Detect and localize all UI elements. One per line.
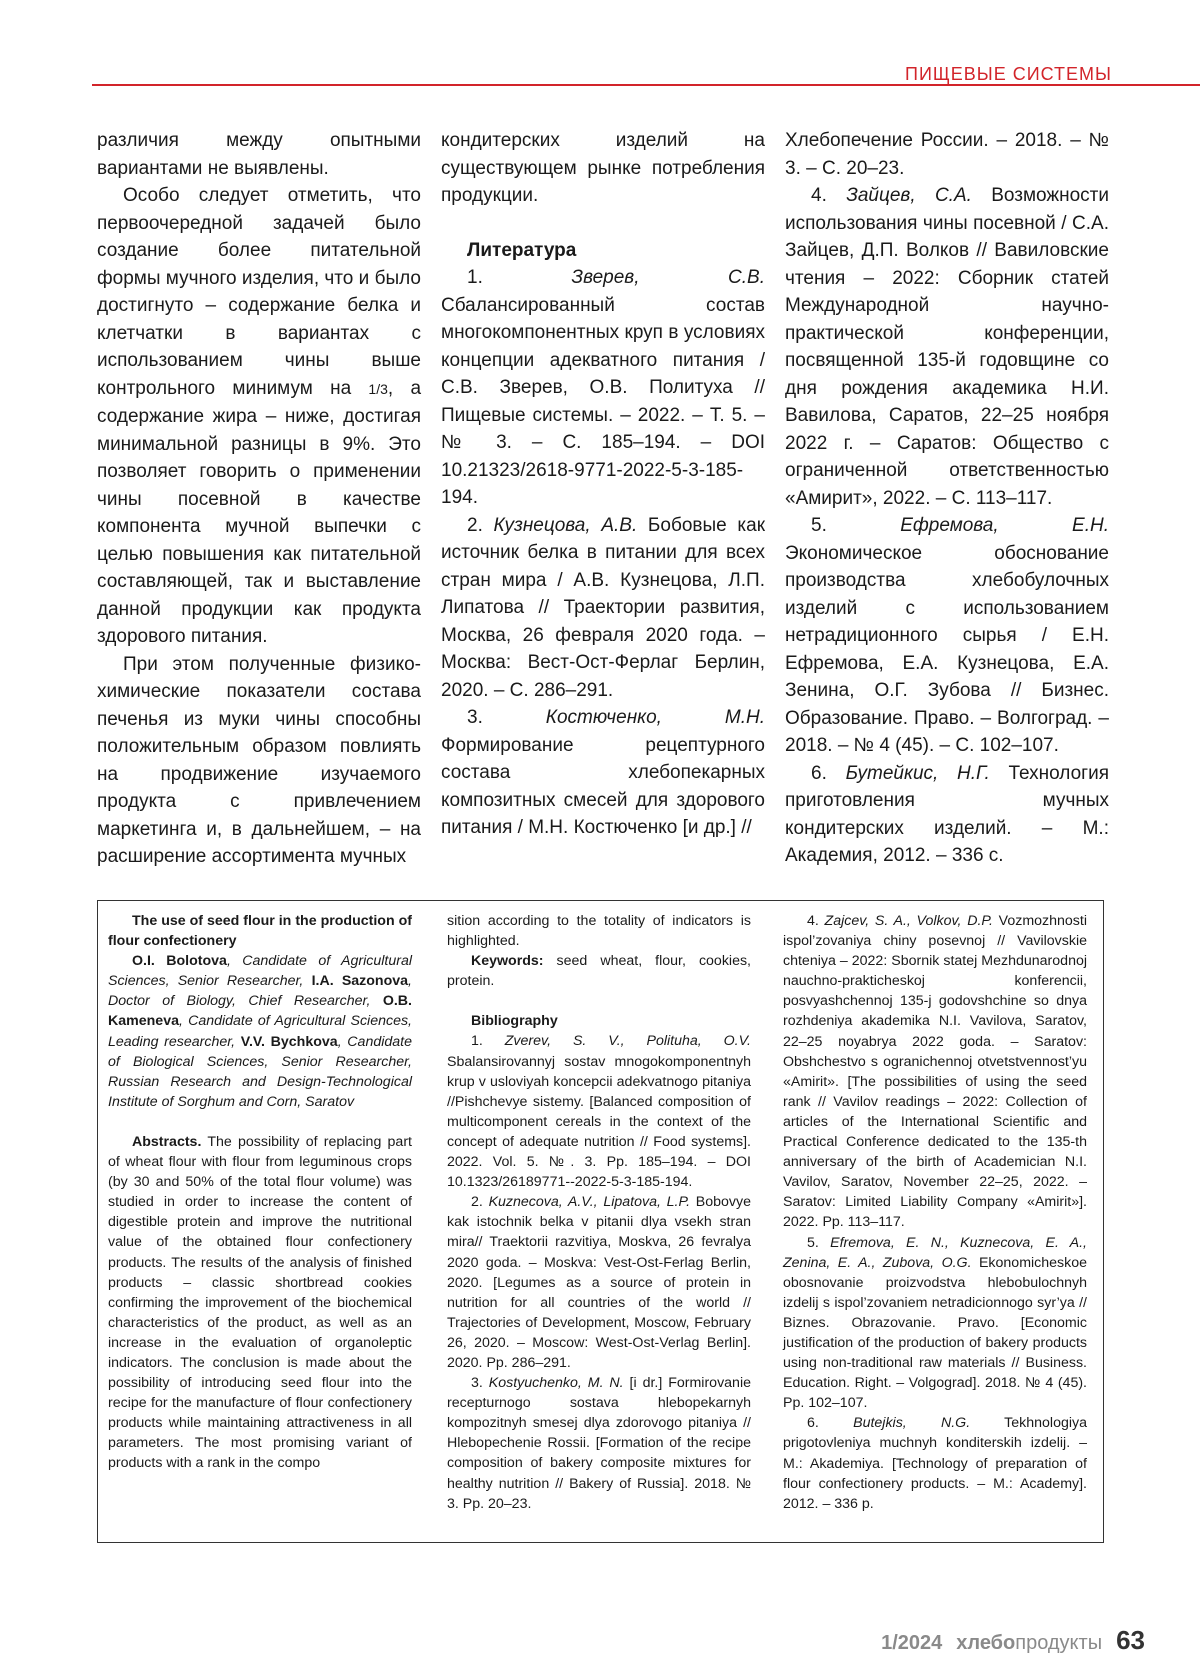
fraction: 1/3 bbox=[368, 380, 388, 397]
paragraph: При этом полученные физико-химические показатели состава печенья из муки чины способны положительным образом повлиять на продвижение изучаемого продукта с привлечением маркетинга и, в дальнейшем, – на расширение ассортимента мучных bbox=[97, 653, 421, 867]
abstract-column-1 bbox=[108, 911, 412, 1474]
bibliography-item: 2. Kuznecova, A.V., Lipatova, L.P. Bobovye kak istochnik belka v pitanii dlya vsekh stran mira// Traektorii razvitiya, Moskva, 26 fevralya 2020 goda. – Moskva: Vest-Ost-Ferlag Berlin, 2020. [Legumes as a source of protein in nutrition for all countries of the world // Trajectories of Development, Moscow, February 26, 2020. – Moscow: West-Ost-Verlag Berlin]. 2020. Pp. 286–291. bbox=[447, 1194, 751, 1371]
issue-number: 1/2024 bbox=[881, 1632, 943, 1654]
column-1 bbox=[97, 127, 421, 871]
bibliography-item: 3. Kostyuchenko, M. N. [i dr.] Formirovanie recepturnogo sostava hlebopekarnyh kompozitnyh smesej dlya zdorovogo pitaniya // Hlebopechenie Rossii. [Formation of the recipe composition of bakery composite mixtures for healthy nutrition // Bakery of Russia]. 2018. № 3. Pp. 20–23. bbox=[447, 1375, 751, 1512]
references-heading: Литература bbox=[467, 239, 577, 261]
journal-name: хлебопродукты bbox=[956, 1632, 1103, 1654]
paragraph: кондитерских изделий на существующем рынке потребления продукции. bbox=[441, 130, 765, 206]
abstract-continuation: sition according to the totality of indicators is highlighted. bbox=[447, 913, 751, 950]
page-footer bbox=[881, 1625, 1145, 1656]
bibliography-item: 1. Zverev, S. V., Polituha, O.V. Sbalansirovannyj sostav mnogokomponentnyh krup v usloviyah koncepcii adekvatnogo pitaniya //Pishchevye sistemy. [Balanced composition of multicomponent cereals in the context of the concept of adequate nutrition // Food systems]. 2022. Vol. 5. №. 3. Pp. 185–194. – DOI 10.1323/26189771--2022-5-3-185-194. bbox=[447, 1033, 751, 1191]
reference-continuation: Хлебопечение России. – 2018. – № 3. – С. 20–23. bbox=[785, 130, 1109, 179]
reference-item: 1. Зверев, С.В. Сбалансированный состав многокомпонентных круп в условиях концепции адекватного питания / С.В. Зверев, О.В. Политуха // Пищевые системы. – 2022. – Т. 5. – № 3. – С. 185–194. – DOI 10.21323/2618-9771-2022-5-3-185-194. bbox=[441, 267, 765, 508]
bibliography-item: 6. Butejkis, N.G. Tekhnologiya prigotovleniya muchnyh konditerskih izdelij. – M.: Akademiya. [Technology of preparation of flour confectionery products. – M.: Academy]. 2012. – 336 p. bbox=[783, 1415, 1087, 1512]
bibliography-item: 4. Zajcev, S. A., Volkov, D.P. Vozmozhnosti ispol’zovaniya chiny posevnoj // Vavilovskie chteniya – 2022: Sbornik statej Mezhdunarodnoj nauchno-prakticheskoj konferencii, posvyashchennoj 135-j godovshchine so dnya rozhdeniya akademika N.I. Vavilova, Saratov, 22–25 noyabrya 2022 goda. – Saratov: Obshchestvo s ogranichennoj otvetstvennost’yu «Amirit». [The possibilities of using the seed rank // Vavilov readings – 2022: Collection of articles of the International Scientific and Practical Conference dedicated to the 135-th anniversary of the birth of Academician N.I. Vavilov, Saratov, November 22–25, 2022. – Saratov: Limited Liability Company «Amirit»]. 2022. Pp. 113–117. bbox=[783, 913, 1087, 1231]
reference-item: 6. Бутейкис, Н.Г. Технология приготовления мучных кондитерских изделий. – М.: Академия, 2012. – 336 с. bbox=[785, 762, 1110, 866]
reference-item: 3. Костюченко, М.Н. Формирование рецептурного состава хлебопекарных композитных смесей для здорового питания / М.Н. Костюченко [и др.] // bbox=[441, 707, 765, 838]
column-2 bbox=[441, 127, 765, 842]
bibliography-heading: Bibliography bbox=[471, 1013, 558, 1030]
bibliography-item: 5. Efremova, E. N., Kuznecova, E. A., Zenina, E. A., Zubova, O.G. Ekonomicheskoe obosnovanie proizvodstva hlebobulochnyh izdelij s ispol’zovaniem netradicionnogo syr’ya // Biznes. Obrazovanie. Pravo. [Economic justification of the production of bakery products using non-traditional raw materials // Business. Education. Right. – Volgograd]. 2018. № 4 (45). Pp. 102–107. bbox=[783, 1234, 1088, 1412]
reference-item: 5. Ефремова, Е.Н. Экономическое обоснование производства хлебобулочных изделий с использованием нетрадиционного сырья / Е.Н. Ефремова, Е.А. Кузнецова, Е.А. Зенина, О.Г. Зубова // Бизнес. Образование. Право. – Волгоград. – 2018. – № 4 (45). – С. 102–107. bbox=[785, 515, 1110, 756]
section-title: ПИЩЕВЫЕ СИСТЕМЫ bbox=[905, 64, 1112, 84]
authors: O.I. Bolotova, Candidate of Agricultural Sciences, Senior Researcher, I.A. Sazonova, Doctor of Biology, Chief Researcher, O.B. Kameneva, Candidate of Agricultural Sciences, Leading researcher, V.V. Bychkova, Candidate of Biological Sciences, Senior Researcher, Russian Research and Design-Technological Institute of Sorghum and Corn, Saratov bbox=[108, 953, 412, 1110]
abstract-title: The use of seed flour in the production of flour confectionery bbox=[108, 913, 412, 950]
keywords: Keywords: seed wheat, flour, cookies, protein. bbox=[447, 953, 751, 990]
paragraph: Особо следует отметить, что первоочередной задачей было создание более питательной формы мучного изделия, что и было достигнуто – содержание белка и клетчатки в вариантах с использованием чины выше контрольного минимум на 1/3, а содержание жира – ниже, достигая минимальной разницы в 9%. Это позволяет говорить о применении чины посевной в качестве компонента мучной выпечки с целью повышения как питательной составляющей, так и выставление данной продукции как продукта здорового питания. bbox=[97, 185, 422, 647]
reference-item: 4. Зайцев, С.А. Возможности использования чины посевной / С.А. Зайцев, Д.П. Волков // Вавиловские чтения – 2022: Сборник статей Международной научно-практической конференции, посвященной 135-й годовщине со дня рождения академика Н.И. Вавилова, Саратов, 22–25 ноября 2022 г. – Саратов: Общество с ограниченной ответственностью «Амирит», 2022. – С. 113–117. bbox=[785, 185, 1109, 509]
column-3 bbox=[785, 127, 1109, 870]
abstract-column-3 bbox=[783, 911, 1087, 1514]
english-abstract-box bbox=[97, 900, 1104, 1543]
abstract-column-2 bbox=[447, 911, 751, 1514]
reference-item: 2. Кузнецова, А.В. Бобовые как источник белка в питании для всех стран мира / А.В. Кузнецова, Л.П. Липатова // Траектории развития, Москва, 26 февраля 2020 года. – Москва: Вест-Ост-Ферлаг Берлин, 2020. – С. 286–291. bbox=[441, 514, 765, 701]
article-body bbox=[97, 127, 1110, 867]
abstract-text: Abstracts. The possibility of replacing part of wheat flour with flour from leguminous crops (by 30 and 50% of the total flour volume) was studied in order to increase the content of digestible protein and improve the nutritional value of the obtained flour confectionery products. The results of the analysis of finished products – classic shortbread cookies confirming the improvement of the biochemical characteristics of the product, as well as an increase in the evaluation of organoleptic indicators. The conclusion is made about the possibility of introducing seed flour into the recipe for the manufacture of flour confectionery products while maintaining attractiveness in all parameters. The most promising variant of products with a rank in the compo bbox=[108, 1133, 412, 1472]
page-number: 63 bbox=[1116, 1625, 1145, 1655]
paragraph: различия между опытными вариантами не выявлены. bbox=[97, 130, 421, 179]
